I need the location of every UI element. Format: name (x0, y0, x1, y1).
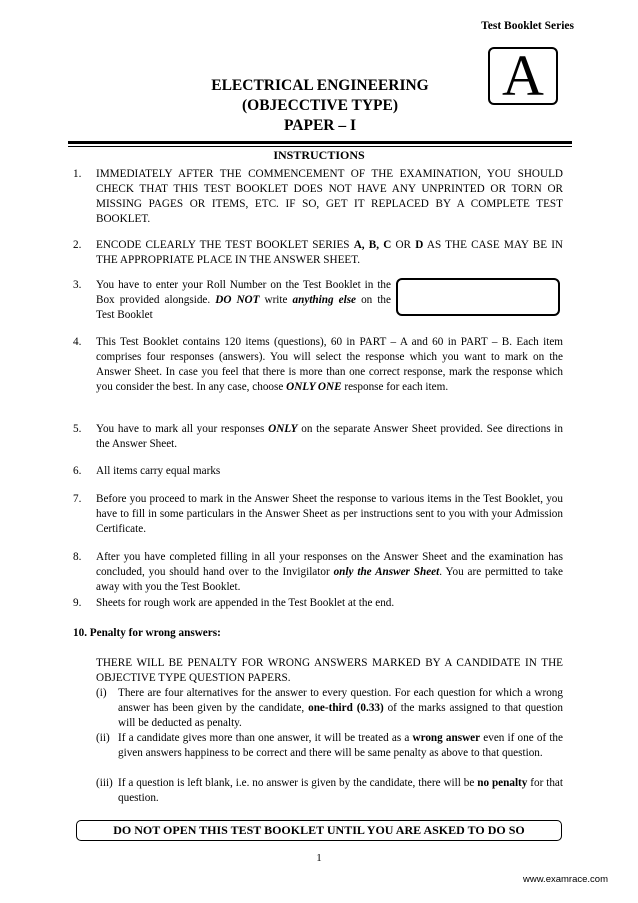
title-line-1: ELECTRICAL ENGINEERING (211, 77, 429, 94)
item-number: 4. (73, 336, 82, 348)
instructions-heading: INSTRUCTIONS (273, 148, 365, 162)
item-number: 7. (73, 493, 82, 505)
item-number: 9. (73, 597, 82, 609)
title-line-3: PAPER – I (283, 117, 357, 134)
title-rule-thick (68, 141, 572, 144)
instruction-item-4 (73, 335, 563, 395)
item-text: ENCODE CLEARLY THE TEST BOOKLET SERIES A, B, C OR D AS THE CASE MAY BE IN THE APPROPRIATE PLACE IN THE ANSWER SHEET. (96, 239, 564, 266)
item-number: 3. (73, 279, 82, 291)
item-text: This Test Booklet contains 120 items (questions), 60 in PART – A and 60 in PART – B. Each item comprises four responses (answers). You will select the response which you want to mark on the Answer Sheet. In case you feel that there is more than one correct response, mark the response which you consider the best. In any case, choose ONLY ONE response for each item. (96, 336, 563, 393)
test-booklet-series-label: Test Booklet Series (481, 20, 574, 32)
instruction-item-6 (73, 464, 563, 479)
paper-title (150, 76, 490, 136)
instruction-item-2 (73, 238, 563, 268)
item-number: 8. (73, 551, 82, 563)
rule-label: (iii) (96, 777, 113, 789)
instruction-item-3 (73, 278, 391, 323)
instruction-item-5 (73, 422, 563, 452)
series-letter-box: A (488, 47, 558, 105)
item-text: Sheets for rough work are appended in the Test Booklet at the end. (96, 597, 395, 609)
instruction-item-1 (73, 167, 563, 227)
rule-label: (ii) (96, 732, 110, 744)
rule-text: There are four alternatives for the answer to every question. For each question for which a wrong answer has been given by the candidate, one-third (0.33) of the marks assigned to that question will be deducted as penalty. (118, 687, 563, 729)
penalty-rule-2 (96, 731, 563, 761)
penalty-intro: THERE WILL BE PENALTY FOR WRONG ANSWERS MARKED BY A CANDIDATE IN THE OBJECTIVE TYPE QUESTION PAPERS. (96, 657, 563, 684)
website-watermark: www.examrace.com (523, 874, 608, 885)
item-text: All items carry equal marks (96, 465, 221, 477)
penalty-rule-3 (96, 776, 563, 806)
item-text: IMMEDIATELY AFTER THE COMMENCEMENT OF THE EXAMINATION, YOU SHOULD CHECK THAT THIS TEST BOOKLET DOES NOT HAVE ANY UNPRINTED OR TORN OR MISSING PAGES OR ITEMS, ETC. IF SO, GET IT REPLACED BY A COMPLETE TEST BOOKLET. (96, 168, 563, 225)
penalty-heading: 10. Penalty for wrong answers: (73, 627, 221, 639)
page-number: 1 (316, 852, 322, 864)
item-number: 6. (73, 465, 82, 477)
item-text: Before you proceed to mark in the Answer Sheet the response to various items in the Test Booklet, you have to fill in some particulars in the Answer Sheet as per instructions sent to you with your Admission Certificate. (96, 493, 563, 535)
rule-label: (i) (96, 687, 107, 699)
item-text: You have to mark all your responses ONLY on the separate Answer Sheet provided. See directions in the Answer Sheet. (96, 423, 563, 450)
title-rule-thin (68, 146, 572, 147)
rule-text: If a candidate gives more than one answer, it will be treated as a wrong answer even if one of the given answers happiness to be correct and there will be same penalty as above to that question. (118, 732, 563, 759)
item-text: After you have completed filling in all your responses on the Answer Sheet and the examination has concluded, you should hand over to the Invigilator only the Answer Sheet. You are permitted to take away with you the Test Booklet. (96, 551, 564, 593)
instruction-item-7 (73, 492, 563, 537)
instruction-item-8 (73, 550, 563, 595)
instruction-item-9 (73, 596, 563, 611)
do-not-open-warning: DO NOT OPEN THIS TEST BOOKLET UNTIL YOU ARE ASKED TO DO SO (76, 820, 562, 841)
title-line-2: (OBJECCTIVE TYPE) (241, 97, 399, 114)
item-number: 1. (73, 168, 82, 180)
item-text: You have to enter your Roll Number on the Test Booklet in the Box provided alongside. DO NOT write anything else on the Test Booklet (96, 279, 391, 321)
item-number: 5. (73, 423, 82, 435)
rule-text: If a question is left blank, i.e. no answer is given by the candidate, there will be no penalty for that question. (118, 777, 563, 804)
penalty-rule-1 (96, 686, 563, 731)
roll-number-box[interactable] (396, 278, 560, 316)
item-number: 2. (73, 239, 82, 251)
